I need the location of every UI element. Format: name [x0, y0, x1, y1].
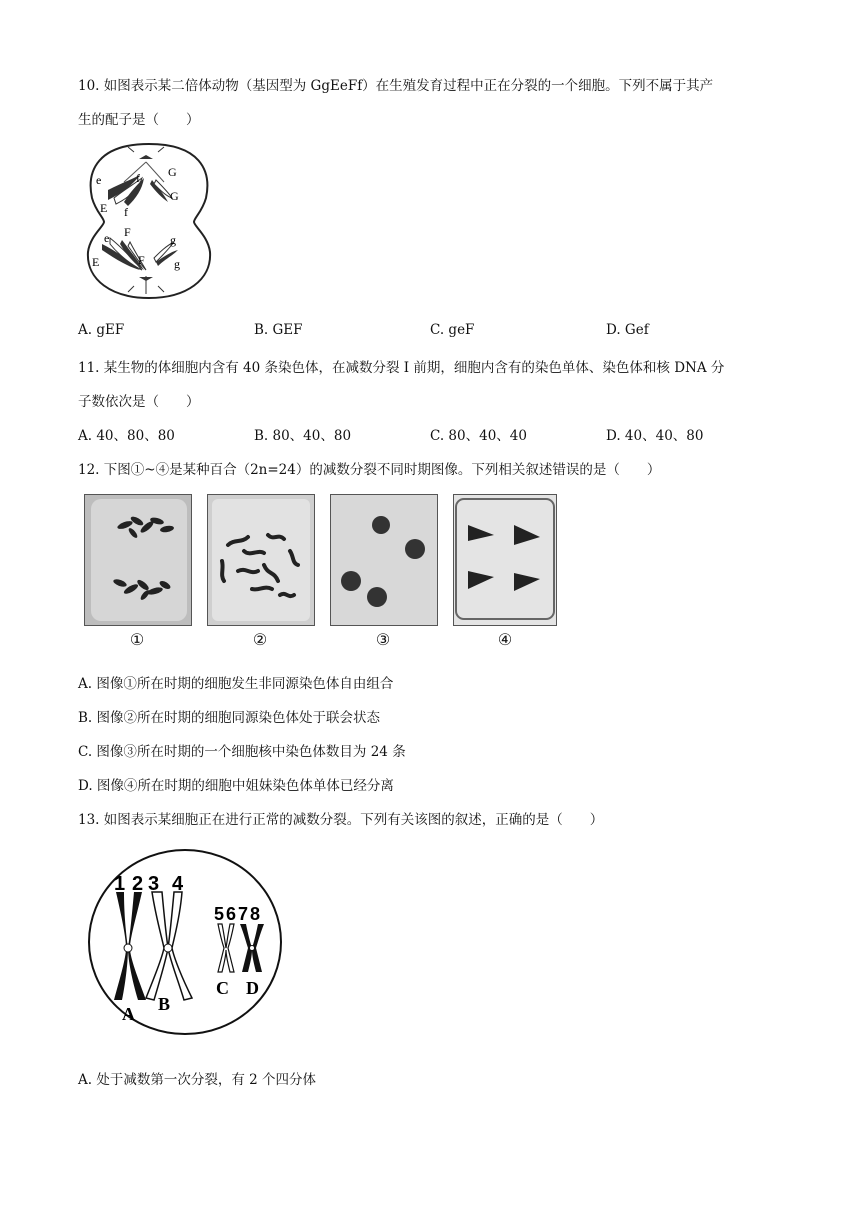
- micrograph-4-label: ④: [497, 630, 513, 649]
- micrograph-4: [453, 494, 557, 626]
- q11-stem-line1: 11. 某生物的体细胞内含有 40 条染色体，在减数分裂 I 前期，细胞内含有的染色单体、染色体和核 DNA 分: [78, 360, 725, 376]
- q13-option-a[interactable]: A. 处于减数第一次分裂，有 2 个四分体: [78, 1072, 317, 1088]
- micrograph-2: [207, 494, 315, 626]
- q10-cell-figure: [84, 140, 214, 302]
- q11-option-d[interactable]: D. 40、40、80: [606, 428, 704, 444]
- chromosome-label-B: B: [158, 994, 171, 1014]
- q10-option-c[interactable]: C. geF: [430, 322, 475, 338]
- chromatid-label-7: 7: [238, 904, 249, 924]
- label-G-lower: G: [170, 189, 179, 203]
- q12-option-c[interactable]: C. 图像③所在时期的一个细胞核中染色体数目为 24 条: [78, 744, 406, 760]
- label-g-upper: g: [170, 233, 176, 247]
- label-e-upper: e: [96, 173, 102, 187]
- q12-option-a[interactable]: A. 图像①所在时期的细胞发生非同源染色体自由组合: [78, 676, 394, 692]
- q13-cell-figure: [86, 848, 284, 1036]
- micrograph-3: [330, 494, 438, 626]
- chromatid-label-3: 3: [148, 873, 160, 895]
- q12-option-b[interactable]: B. 图像②所在时期的细胞同源染色体处于联会状态: [78, 710, 381, 726]
- micrograph-1: [84, 494, 192, 626]
- label-g-lower: g: [174, 257, 180, 271]
- q10-stem-line1: 10. 如图表示某二倍体动物（基因型为 GgEeFf）在生殖发育过程中正在分裂的一个细胞。下列不属于其产: [78, 78, 714, 94]
- chromosome-label-D: D: [246, 978, 259, 998]
- q11-option-b[interactable]: B. 80、40、80: [254, 428, 352, 444]
- q10-option-a[interactable]: A. gEF: [78, 322, 125, 338]
- label-G-upper: G: [168, 165, 177, 179]
- label-f-upper: f: [136, 171, 140, 185]
- micrograph-1-label: ①: [129, 630, 145, 649]
- chromatid-label-5: 5: [214, 904, 225, 924]
- q12-option-d[interactable]: D. 图像④所在时期的细胞中姐妹染色体单体已经分离: [78, 778, 394, 794]
- chromatid-label-8: 8: [250, 904, 261, 924]
- q10-stem-line2: 生的配子是（ ）: [78, 112, 200, 128]
- chromosome-label-C: C: [216, 978, 229, 998]
- q11-option-a[interactable]: A. 40、80、80: [78, 428, 175, 444]
- chromatid-label-2: 2: [132, 873, 144, 895]
- q11-option-c[interactable]: C. 80、40、40: [430, 428, 527, 444]
- label-E-upper: E: [100, 201, 108, 215]
- q10-option-d[interactable]: D. Gef: [606, 322, 649, 338]
- q13-stem: 13. 如图表示某细胞正在进行正常的减数分裂。下列有关该图的叙述，正确的是（ ）: [78, 812, 604, 828]
- label-E-lower: E: [92, 255, 100, 269]
- q11-stem-line2: 子数依次是（ ）: [78, 394, 200, 410]
- chromatid-label-1: 1: [114, 873, 126, 895]
- label-F-lower: F: [138, 253, 145, 267]
- label-F-upper: F: [124, 225, 131, 239]
- label-f-mid: f: [124, 205, 128, 219]
- chromatid-label-4: 4: [172, 873, 184, 895]
- chromosome-label-A: A: [122, 1004, 135, 1024]
- label-e-lower: e: [104, 231, 110, 245]
- chromatid-label-6: 6: [226, 904, 237, 924]
- q10-option-b[interactable]: B. GEF: [254, 322, 303, 338]
- micrograph-3-label: ③: [375, 630, 391, 649]
- q12-stem: 12. 下图①~④是某种百合（2n=24）的减数分裂不同时期图像。下列相关叙述错误的是（ ）: [78, 462, 661, 478]
- micrograph-2-label: ②: [252, 630, 268, 649]
